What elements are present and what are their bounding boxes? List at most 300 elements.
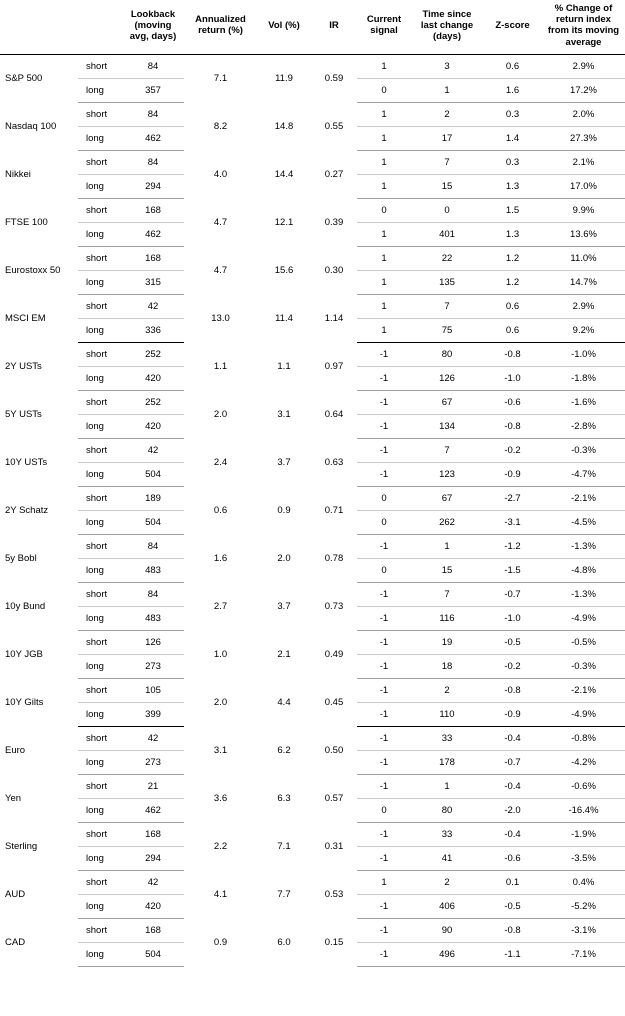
cell-lookback: 21 — [122, 774, 184, 798]
row-term-long: long — [78, 414, 122, 438]
cell-lookback: 42 — [122, 870, 184, 894]
cell-current-signal: -1 — [357, 414, 411, 438]
row-term-short: short — [78, 678, 122, 702]
cell-z-score: 0.3 — [483, 150, 542, 174]
row-asset-label: FTSE 100 — [5, 216, 48, 228]
cell-time-since-last-change: 2 — [411, 102, 483, 126]
row-term-long: long — [78, 702, 122, 726]
header-lookback: Lookback (moving avg, days) — [122, 0, 184, 54]
row-asset-label: 5y Bobl — [5, 552, 37, 564]
row-asset-label: 10Y USTs — [5, 456, 48, 468]
cell-current-signal: -1 — [357, 438, 411, 462]
cell-lookback: 168 — [122, 246, 184, 270]
cell-current-signal: 1 — [357, 246, 411, 270]
cell-z-score: -0.5 — [483, 894, 542, 918]
cell-time-since-last-change: 7 — [411, 294, 483, 318]
cell-time-since-last-change: 406 — [411, 894, 483, 918]
cell-z-score: -1.0 — [483, 606, 542, 630]
cell-annualized-return: 13.0 — [211, 312, 230, 324]
cell-z-score: 0.1 — [483, 870, 542, 894]
cell-pct-change: 14.7% — [542, 270, 625, 294]
table-row — [0, 54, 625, 78]
cell-vol: 3.7 — [277, 600, 291, 612]
cell-pct-change: -0.8% — [542, 726, 625, 750]
cell-ir: 0.57 — [324, 792, 344, 804]
cell-current-signal: 1 — [357, 54, 411, 78]
cell-z-score: -1.0 — [483, 366, 542, 390]
cell-current-signal: 1 — [357, 174, 411, 198]
cell-z-score: 0.6 — [483, 318, 542, 342]
row-asset-label: CAD — [5, 936, 26, 948]
cell-time-since-last-change: 0 — [411, 198, 483, 222]
table-row — [0, 342, 625, 366]
row-term-long: long — [78, 318, 122, 342]
cell-time-since-last-change: 90 — [411, 918, 483, 942]
row-asset-label: Yen — [5, 792, 22, 804]
cell-ir: 0.97 — [324, 360, 344, 372]
cell-lookback: 84 — [122, 150, 184, 174]
cell-pct-change: -1.0% — [542, 342, 625, 366]
cell-pct-change: -1.3% — [542, 534, 625, 558]
cell-pct-change: -1.6% — [542, 390, 625, 414]
cell-time-since-last-change: 496 — [411, 942, 483, 966]
cell-current-signal: -1 — [357, 534, 411, 558]
cell-z-score: 1.6 — [483, 78, 542, 102]
cell-z-score: -0.6 — [483, 390, 542, 414]
cell-z-score: -0.8 — [483, 342, 542, 366]
cell-ir: 0.78 — [324, 552, 344, 564]
cell-pct-change: -0.3% — [542, 438, 625, 462]
cell-lookback: 294 — [122, 846, 184, 870]
cell-current-signal: -1 — [357, 582, 411, 606]
cell-z-score: -0.4 — [483, 726, 542, 750]
cell-pct-change: 2.1% — [542, 150, 625, 174]
cell-lookback: 84 — [122, 102, 184, 126]
cell-lookback: 105 — [122, 678, 184, 702]
cell-z-score: -0.8 — [483, 414, 542, 438]
cell-time-since-last-change: 401 — [411, 222, 483, 246]
cell-z-score: 1.4 — [483, 126, 542, 150]
row-term-short: short — [78, 870, 122, 894]
cell-current-signal: -1 — [357, 606, 411, 630]
row-term-long: long — [78, 654, 122, 678]
cell-lookback: 126 — [122, 630, 184, 654]
cell-ir: 1.14 — [324, 312, 344, 324]
cell-current-signal: -1 — [357, 342, 411, 366]
row-asset-label: S&P 500 — [5, 73, 43, 85]
row-term-long: long — [78, 78, 122, 102]
cell-time-since-last-change: 18 — [411, 654, 483, 678]
row-asset-label: Nasdaq 100 — [5, 120, 57, 132]
cell-current-signal: -1 — [357, 750, 411, 774]
row-term-long: long — [78, 750, 122, 774]
cell-z-score: 1.5 — [483, 198, 542, 222]
cell-lookback: 273 — [122, 750, 184, 774]
cell-z-score: -0.8 — [483, 918, 542, 942]
cell-vol: 4.4 — [277, 696, 291, 708]
cell-pct-change: -4.9% — [542, 702, 625, 726]
cell-ir: 0.64 — [324, 408, 344, 420]
cell-pct-change: 2.0% — [542, 102, 625, 126]
row-term-short: short — [78, 390, 122, 414]
cell-time-since-last-change: 22 — [411, 246, 483, 270]
row-term-short: short — [78, 630, 122, 654]
cell-time-since-last-change: 1 — [411, 78, 483, 102]
cell-time-since-last-change: 67 — [411, 390, 483, 414]
cell-vol: 3.1 — [277, 408, 291, 420]
cell-annualized-return: 4.1 — [213, 888, 228, 900]
table-header — [0, 0, 625, 54]
header-current-signal: Current signal — [357, 0, 411, 54]
cell-pct-change: -4.2% — [542, 750, 625, 774]
cell-pct-change: 13.6% — [542, 222, 625, 246]
cell-annualized-return: 0.9 — [213, 936, 228, 948]
row-term-short: short — [78, 774, 122, 798]
cell-z-score: 1.2 — [483, 270, 542, 294]
cell-z-score: 0.3 — [483, 102, 542, 126]
cell-z-score: -1.5 — [483, 558, 542, 582]
cell-current-signal: 1 — [357, 126, 411, 150]
cell-current-signal: -1 — [357, 702, 411, 726]
table-row — [0, 102, 625, 126]
row-asset-label: Eurostoxx 50 — [5, 264, 61, 276]
cell-lookback: 357 — [122, 78, 184, 102]
cell-annualized-return: 2.7 — [213, 600, 228, 612]
cell-pct-change: -2.1% — [542, 678, 625, 702]
cell-time-since-last-change: 19 — [411, 630, 483, 654]
cell-z-score: -1.2 — [483, 534, 542, 558]
cell-z-score: -3.1 — [483, 510, 542, 534]
cell-pct-change: 27.3% — [542, 126, 625, 150]
cell-current-signal: 1 — [357, 270, 411, 294]
row-term-short: short — [78, 438, 122, 462]
cell-annualized-return: 1.6 — [213, 552, 228, 564]
cell-lookback: 483 — [122, 558, 184, 582]
cell-lookback: 399 — [122, 702, 184, 726]
cell-z-score: -0.7 — [483, 750, 542, 774]
row-term-long: long — [78, 510, 122, 534]
cell-pct-change: -4.7% — [542, 462, 625, 486]
cell-pct-change: -0.6% — [542, 774, 625, 798]
cell-pct-change: 9.9% — [542, 198, 625, 222]
header-vol: Vol (%) — [257, 0, 311, 54]
cell-lookback: 315 — [122, 270, 184, 294]
cell-lookback: 84 — [122, 582, 184, 606]
table-row — [0, 486, 625, 510]
cell-z-score: -0.6 — [483, 846, 542, 870]
row-term-long: long — [78, 558, 122, 582]
row-term-long: long — [78, 270, 122, 294]
cell-current-signal: -1 — [357, 822, 411, 846]
cell-z-score: 1.3 — [483, 174, 542, 198]
table-row — [0, 870, 625, 894]
header-annualized-return: Annualized return (%) — [184, 0, 257, 54]
cell-ir: 0.27 — [324, 168, 344, 180]
header-asset — [0, 0, 78, 54]
table-row — [0, 582, 625, 606]
cell-ir: 0.45 — [324, 696, 344, 708]
cell-pct-change: -3.5% — [542, 846, 625, 870]
cell-time-since-last-change: 2 — [411, 678, 483, 702]
row-asset-label: Nikkei — [5, 168, 31, 180]
cell-ir: 0.50 — [324, 744, 344, 756]
cell-lookback: 168 — [122, 918, 184, 942]
cell-z-score: -0.8 — [483, 678, 542, 702]
cell-z-score: 0.6 — [483, 54, 542, 78]
cell-current-signal: -1 — [357, 678, 411, 702]
cell-current-signal: 0 — [357, 558, 411, 582]
cell-vol: 1.1 — [277, 360, 291, 372]
row-term-long: long — [78, 222, 122, 246]
cell-pct-change: 2.9% — [542, 54, 625, 78]
cell-time-since-last-change: 3 — [411, 54, 483, 78]
table-row — [0, 198, 625, 222]
cell-current-signal: -1 — [357, 366, 411, 390]
cell-ir: 0.49 — [324, 648, 344, 660]
cell-time-since-last-change: 110 — [411, 702, 483, 726]
table-row — [0, 918, 625, 942]
cell-current-signal: 0 — [357, 78, 411, 102]
cell-lookback: 294 — [122, 174, 184, 198]
row-term-short: short — [78, 150, 122, 174]
cell-annualized-return: 2.4 — [213, 456, 228, 468]
cell-annualized-return: 1.1 — [213, 360, 228, 372]
cell-pct-change: -2.1% — [542, 486, 625, 510]
cell-annualized-return: 0.6 — [213, 504, 228, 516]
cell-current-signal: 0 — [357, 798, 411, 822]
cell-z-score: -0.4 — [483, 822, 542, 846]
table-row — [0, 630, 625, 654]
table-body — [0, 54, 625, 966]
cell-pct-change: -1.3% — [542, 582, 625, 606]
cell-pct-change: 17.0% — [542, 174, 625, 198]
cell-z-score: -0.2 — [483, 654, 542, 678]
cell-ir: 0.55 — [324, 120, 344, 132]
cell-pct-change: 0.4% — [542, 870, 625, 894]
cell-vol: 11.4 — [275, 312, 293, 324]
row-asset-label: 10y Bund — [5, 600, 46, 612]
cell-time-since-last-change: 80 — [411, 798, 483, 822]
header-pct-change: % Change of return index from its moving average — [542, 0, 625, 54]
cell-z-score: -2.7 — [483, 486, 542, 510]
cell-lookback: 168 — [122, 822, 184, 846]
row-term-short: short — [78, 534, 122, 558]
cell-current-signal: -1 — [357, 654, 411, 678]
cell-ir: 0.15 — [324, 936, 344, 948]
cell-current-signal: 1 — [357, 150, 411, 174]
cell-time-since-last-change: 116 — [411, 606, 483, 630]
cell-pct-change: -2.8% — [542, 414, 625, 438]
cell-vol: 2.1 — [277, 648, 291, 660]
cell-lookback: 42 — [122, 294, 184, 318]
row-asset-label: 10Y Gilts — [5, 696, 44, 708]
cell-annualized-return: 4.7 — [213, 216, 228, 228]
cell-z-score: -0.5 — [483, 630, 542, 654]
row-term-long: long — [78, 798, 122, 822]
header-time-since-last-change: Time since last change (days) — [411, 0, 483, 54]
cell-lookback: 504 — [122, 462, 184, 486]
cell-time-since-last-change: 126 — [411, 366, 483, 390]
cell-z-score: 1.3 — [483, 222, 542, 246]
cell-current-signal: 1 — [357, 870, 411, 894]
cell-time-since-last-change: 7 — [411, 582, 483, 606]
cell-vol: 6.2 — [277, 744, 291, 756]
cell-lookback: 420 — [122, 894, 184, 918]
cell-current-signal: 1 — [357, 318, 411, 342]
cell-annualized-return: 1.0 — [213, 648, 228, 660]
row-term-long: long — [78, 462, 122, 486]
table-row — [0, 678, 625, 702]
table-row — [0, 390, 625, 414]
cell-lookback: 462 — [122, 222, 184, 246]
row-term-long: long — [78, 126, 122, 150]
cell-time-since-last-change: 1 — [411, 774, 483, 798]
cell-time-since-last-change: 135 — [411, 270, 483, 294]
cell-annualized-return: 4.0 — [213, 168, 228, 180]
cell-current-signal: 1 — [357, 102, 411, 126]
cell-z-score: -0.7 — [483, 582, 542, 606]
table-row — [0, 822, 625, 846]
cell-ir: 0.53 — [324, 888, 344, 900]
table-row — [0, 150, 625, 174]
row-term-short: short — [78, 198, 122, 222]
cell-annualized-return: 4.7 — [213, 264, 228, 276]
cell-current-signal: -1 — [357, 894, 411, 918]
cell-z-score: 0.6 — [483, 294, 542, 318]
row-asset-label: Sterling — [5, 840, 38, 852]
cell-ir: 0.30 — [324, 264, 344, 276]
cell-annualized-return: 3.6 — [213, 792, 228, 804]
cell-time-since-last-change: 41 — [411, 846, 483, 870]
table-row — [0, 534, 625, 558]
row-term-short: short — [78, 822, 122, 846]
cell-pct-change: 2.9% — [542, 294, 625, 318]
row-term-short: short — [78, 246, 122, 270]
cell-vol: 0.9 — [277, 504, 291, 516]
row-term-long: long — [78, 894, 122, 918]
cell-annualized-return: 3.1 — [213, 744, 228, 756]
cell-pct-change: -4.8% — [542, 558, 625, 582]
row-term-long: long — [78, 606, 122, 630]
cell-ir: 0.31 — [324, 840, 344, 852]
row-asset-label: AUD — [5, 888, 26, 900]
cell-current-signal: -1 — [357, 942, 411, 966]
cell-current-signal: 0 — [357, 198, 411, 222]
cell-vol: 7.7 — [277, 888, 291, 900]
cell-time-since-last-change: 1 — [411, 534, 483, 558]
row-term-long: long — [78, 366, 122, 390]
row-term-short: short — [78, 102, 122, 126]
cell-vol: 3.7 — [277, 456, 291, 468]
cell-annualized-return: 2.2 — [213, 840, 228, 852]
cell-annualized-return: 7.1 — [213, 73, 228, 85]
cell-time-since-last-change: 15 — [411, 174, 483, 198]
row-asset-label: 2Y Schatz — [5, 504, 49, 516]
row-term-short: short — [78, 582, 122, 606]
cell-z-score: 1.2 — [483, 246, 542, 270]
cell-annualized-return: 2.0 — [213, 696, 228, 708]
cell-pct-change: -7.1% — [542, 942, 625, 966]
row-term-long: long — [78, 846, 122, 870]
row-term-short: short — [78, 342, 122, 366]
row-asset-label: Euro — [5, 744, 26, 756]
cell-time-since-last-change: 134 — [411, 414, 483, 438]
row-term-short: short — [78, 918, 122, 942]
cell-pct-change: -16.4% — [542, 798, 625, 822]
cell-pct-change: 9.2% — [542, 318, 625, 342]
cell-current-signal: 1 — [357, 222, 411, 246]
cell-pct-change: -4.9% — [542, 606, 625, 630]
row-term-short: short — [78, 54, 122, 78]
cell-pct-change: -4.5% — [542, 510, 625, 534]
table-row — [0, 438, 625, 462]
header-ir: IR — [311, 0, 357, 54]
cell-time-since-last-change: 33 — [411, 822, 483, 846]
cell-ir: 0.71 — [324, 504, 344, 516]
table-row — [0, 246, 625, 270]
cell-lookback: 336 — [122, 318, 184, 342]
cell-time-since-last-change: 15 — [411, 558, 483, 582]
cell-pct-change: 11.0% — [542, 246, 625, 270]
cell-vol: 12.1 — [274, 216, 294, 228]
cell-current-signal: -1 — [357, 462, 411, 486]
cell-time-since-last-change: 7 — [411, 438, 483, 462]
table-row — [0, 294, 625, 318]
cell-current-signal: -1 — [357, 846, 411, 870]
cell-lookback: 462 — [122, 798, 184, 822]
cell-pct-change: -3.1% — [542, 918, 625, 942]
row-asset-label: 10Y JGB — [5, 648, 43, 660]
cell-lookback: 483 — [122, 606, 184, 630]
cell-time-since-last-change: 2 — [411, 870, 483, 894]
cell-lookback: 168 — [122, 198, 184, 222]
cell-pct-change: -5.2% — [542, 894, 625, 918]
cell-lookback: 84 — [122, 54, 184, 78]
row-term-short: short — [78, 486, 122, 510]
cell-ir: 0.63 — [324, 456, 344, 468]
cell-current-signal: 0 — [357, 486, 411, 510]
cell-current-signal: -1 — [357, 774, 411, 798]
cell-time-since-last-change: 7 — [411, 150, 483, 174]
table-row — [0, 774, 625, 798]
cell-ir: 0.59 — [324, 73, 344, 85]
cell-current-signal: 0 — [357, 510, 411, 534]
cell-pct-change: -1.8% — [542, 366, 625, 390]
row-term-long: long — [78, 942, 122, 966]
row-asset-label: MSCI EM — [5, 312, 46, 324]
cell-vol: 11.9 — [275, 73, 293, 85]
cell-z-score: -1.1 — [483, 942, 542, 966]
cell-z-score: -0.9 — [483, 462, 542, 486]
cell-z-score: -0.9 — [483, 702, 542, 726]
row-asset-label: 5Y USTs — [5, 408, 42, 420]
cell-z-score: -2.0 — [483, 798, 542, 822]
row-term-short: short — [78, 726, 122, 750]
cell-annualized-return: 8.2 — [213, 120, 228, 132]
cell-ir: 0.73 — [324, 600, 344, 612]
cell-lookback: 252 — [122, 342, 184, 366]
cell-time-since-last-change: 33 — [411, 726, 483, 750]
cell-ir: 0.39 — [324, 216, 344, 228]
cell-z-score: -0.4 — [483, 774, 542, 798]
cell-vol: 6.3 — [277, 792, 291, 804]
cell-lookback: 42 — [122, 726, 184, 750]
header-z-score: Z-score — [483, 0, 542, 54]
cell-vol: 14.8 — [274, 120, 294, 132]
cell-pct-change: -0.3% — [542, 654, 625, 678]
cell-time-since-last-change: 80 — [411, 342, 483, 366]
cell-time-since-last-change: 67 — [411, 486, 483, 510]
